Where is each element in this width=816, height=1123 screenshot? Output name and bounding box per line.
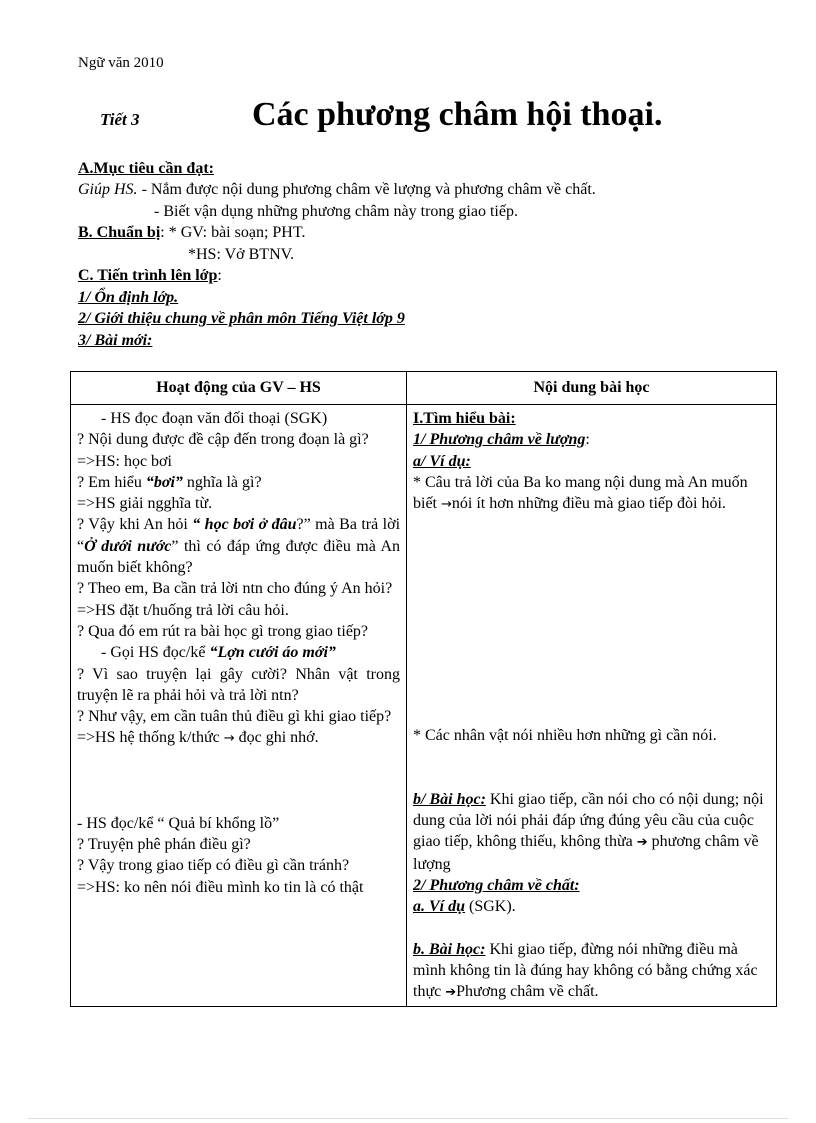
text-run: : — [585, 431, 590, 449]
text-run: b/ Bài học: — [413, 790, 486, 808]
right-line — [413, 429, 770, 450]
spacer — [413, 620, 770, 641]
right-line — [413, 896, 770, 917]
objective-prefix: Giúp HS. — [78, 181, 138, 198]
right-line — [413, 789, 770, 875]
prep-gv: : * GV: bài soạn; PHT. — [160, 224, 306, 241]
left-line: - HS đọc đoạn văn đối thoại (SGK) — [101, 410, 328, 427]
left-line: ? Qua đó em rút ra bài học gì trong giao tiếp? — [77, 622, 369, 640]
procedure-colon: : — [217, 267, 222, 284]
text-run: nghĩa là gì? — [182, 473, 262, 491]
procedure-line — [78, 265, 222, 286]
course-header: Ngữ văn 2010 — [78, 55, 164, 71]
text-run: ? Em hiểu — [77, 473, 146, 491]
spacer — [413, 747, 770, 768]
text-run: đọc ghi nhớ. — [234, 729, 319, 747]
text-run: a. Ví dụ — [413, 898, 466, 916]
table-header-row — [71, 372, 777, 405]
spacer — [413, 683, 770, 704]
left-line: =>HS giải ngghĩa từ. — [77, 495, 213, 513]
content-cell — [407, 405, 777, 1007]
text-run: “bơi” — [145, 473, 183, 491]
left-line: =>HS: học bơi — [77, 452, 172, 470]
spacer — [77, 792, 400, 813]
spacer — [413, 578, 770, 599]
procedure-heading: C. Tiến trình lên lớp — [78, 267, 218, 284]
left-line: ? Vậy trong giao tiếp có điều gì cần tránh? — [77, 857, 350, 875]
right-line — [413, 939, 770, 1004]
left-line — [77, 514, 400, 578]
objective-1-text: - Nắm được nội dung phương châm về lượng và phương châm về chất. — [137, 181, 596, 198]
prep-line — [78, 222, 305, 243]
text-run: ” thì có đáp ứng được điều mà An muốn biết không? — [77, 537, 400, 577]
right-line: a/ Ví dụ: — [413, 452, 471, 470]
step-2: 2/ Giới thiệu chung về phân môn Tiếng Việt lớp 9 — [78, 310, 405, 327]
left-line — [77, 472, 400, 493]
spacer — [413, 641, 770, 662]
text-run: ?” mà Ba trả lời “ — [77, 516, 401, 555]
spacer — [413, 599, 770, 620]
text-run: Ở dưới nước — [84, 537, 172, 555]
spacer — [413, 662, 770, 683]
text-run: Khi giao tiếp, cần nói cho có nội dung; nội dung của lời nói phải đáp ứng đúng yêu cầu của cuộc giao tiếp, không thiếu, không thừa — [413, 790, 764, 851]
lesson-table — [70, 371, 777, 1007]
text-run: phương châm về lượng — [413, 833, 759, 873]
lesson-title: Các phương châm hội thoại. — [252, 96, 663, 133]
text-run: (SGK). — [465, 898, 516, 916]
objective-line-1 — [78, 179, 596, 200]
text-run: =>HS hệ thống k/thức — [77, 729, 224, 747]
left-line: =>HS đặt t/huống trả lời câu hỏi. — [77, 601, 289, 619]
step-3: 3/ Bài mới: — [78, 332, 153, 349]
objective-line-2: - Biết vận dụng những phương châm này trong giao tiếp. — [154, 203, 518, 220]
spacer — [413, 704, 770, 725]
right-line — [413, 472, 770, 516]
left-line: ? Truyện phê phán điều gì? — [77, 836, 251, 854]
left-line: - HS đọc/kể “ Quả bí khổng lồ” — [77, 814, 280, 832]
spacer — [413, 557, 770, 578]
activities-cell — [71, 405, 407, 1007]
spacer — [413, 536, 770, 557]
left-line: ? Như vậy, em cần tuân thủ điều gì khi giao tiếp? — [77, 708, 392, 726]
header-content: Nội dung bài học — [407, 372, 777, 405]
text-run: Phương châm về chất. — [456, 983, 599, 1001]
text-run: nói ít hơn những điều mà giao tiếp đòi hỏi. — [451, 495, 726, 513]
right-line: 2/ Phương châm về chất: — [413, 876, 580, 894]
left-line: ? Nội dung được đề cập đến trong đoạn là gì? — [77, 431, 369, 449]
left-line: =>HS: ko nên nói điều mình ko tin là có thật — [77, 878, 364, 896]
lesson-period: Tiết 3 — [100, 110, 140, 129]
prep-hs: *HS: Vở BTNV. — [188, 246, 295, 263]
header-activities: Hoạt động của GV – HS — [71, 372, 407, 405]
left-line: ? Theo em, Ba cần trả lời ntn cho đúng ý An hỏi? — [77, 580, 393, 598]
text-run: Khi giao tiếp, đừng nói những điều mà mình không tin là đúng hay không có bằng chứng xác thực — [413, 940, 758, 1001]
text-run: “ học bơi ở đâu — [192, 516, 297, 534]
text-run: 1/ Phương châm về lượng — [413, 431, 586, 449]
table-row — [71, 405, 777, 1007]
text-run: * Câu trả lời của Ba ko mang nội dung mà An muốn biết — [413, 473, 748, 513]
left-line — [77, 727, 400, 749]
spacer — [77, 750, 400, 771]
text-run: b. Bài học: — [413, 940, 486, 958]
text-run: ? Vậy khi An hỏi — [77, 516, 193, 534]
objectives-heading-text: A.Mục tiêu cần đạt: — [78, 160, 214, 177]
left-line: ? Vì sao truyện lại gây cười? Nhân vật trong truyện lẽ ra phải hỏi và trả lời ntn? — [77, 665, 400, 704]
objectives-heading — [78, 158, 214, 179]
spacer — [77, 771, 400, 792]
arrow-icon: → — [441, 497, 452, 513]
text-run: - Gọi HS đọc/kể — [101, 644, 210, 662]
arrow-icon: ➔ — [636, 835, 648, 851]
spacer — [413, 515, 770, 536]
text-run: “Lợn cưới áo mới” — [209, 644, 336, 662]
right-line: I.Tìm hiểu bài: — [413, 410, 516, 427]
left-line — [77, 642, 400, 663]
arrow-icon: ➔ — [445, 985, 457, 1001]
spacer — [413, 918, 770, 939]
step-1: 1/ Ổn định lớp. — [78, 289, 179, 306]
spacer — [413, 768, 770, 789]
arrow-icon: → — [223, 731, 235, 747]
page-bottom-divider — [28, 1118, 788, 1119]
right-line: * Các nhân vật nói nhiều hơn những gì cần nói. — [413, 727, 717, 745]
prep-heading: B. Chuẩn bị — [78, 224, 161, 241]
